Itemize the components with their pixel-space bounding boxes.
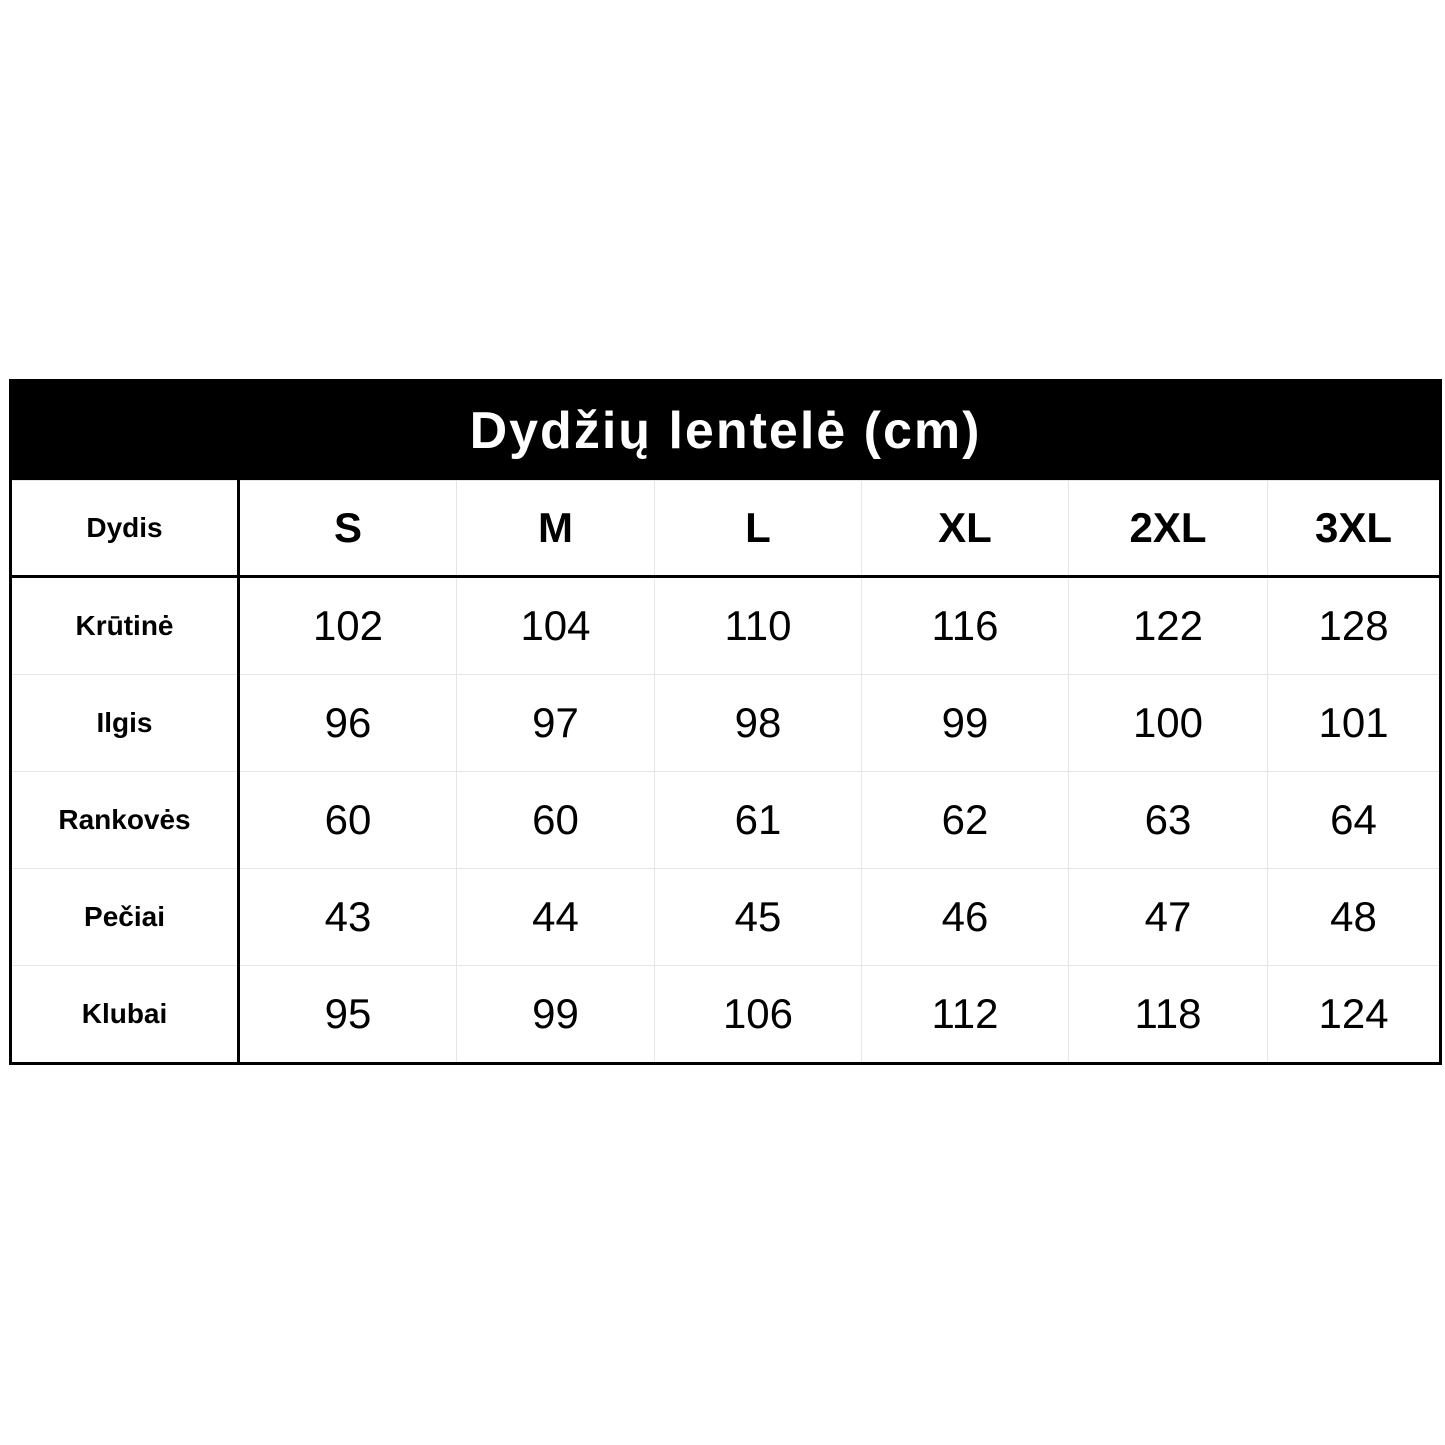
table-cell: 110 — [655, 577, 862, 675]
table-cell: 95 — [239, 966, 457, 1064]
table-cell: 101 — [1268, 675, 1441, 772]
size-header-xl: XL — [862, 481, 1069, 577]
table-cell: 104 — [457, 577, 655, 675]
table-cell: 47 — [1069, 869, 1268, 966]
row-label-sleeves: Rankovės — [11, 772, 239, 869]
size-header-row — [11, 481, 1441, 577]
table-row — [11, 577, 1441, 675]
table-cell: 97 — [457, 675, 655, 772]
table-cell: 116 — [862, 577, 1069, 675]
table-cell: 60 — [457, 772, 655, 869]
table-cell: 124 — [1268, 966, 1441, 1064]
table-cell: 118 — [1069, 966, 1268, 1064]
table-row — [11, 966, 1441, 1064]
table-cell: 60 — [239, 772, 457, 869]
size-header-2xl: 2XL — [1069, 481, 1268, 577]
row-label-chest: Krūtinė — [11, 577, 239, 675]
table-row — [11, 675, 1441, 772]
table-cell: 43 — [239, 869, 457, 966]
size-column-label: Dydis — [11, 481, 239, 577]
table-cell: 99 — [457, 966, 655, 1064]
size-header-3xl: 3XL — [1268, 481, 1441, 577]
table-cell: 106 — [655, 966, 862, 1064]
table-row — [11, 772, 1441, 869]
table-cell: 96 — [239, 675, 457, 772]
row-label-hips: Klubai — [11, 966, 239, 1064]
table-cell: 102 — [239, 577, 457, 675]
table-cell: 46 — [862, 869, 1069, 966]
row-label-length: Ilgis — [11, 675, 239, 772]
table-cell: 44 — [457, 869, 655, 966]
table-cell: 122 — [1069, 577, 1268, 675]
table-cell: 61 — [655, 772, 862, 869]
row-label-shoulders: Pečiai — [11, 869, 239, 966]
table-row — [11, 869, 1441, 966]
table-cell: 63 — [1069, 772, 1268, 869]
chart-title: Dydžių lentelė (cm) — [11, 381, 1441, 481]
table-cell: 64 — [1268, 772, 1441, 869]
table-cell: 99 — [862, 675, 1069, 772]
title-row — [11, 381, 1441, 481]
table-cell: 45 — [655, 869, 862, 966]
size-header-m: M — [457, 481, 655, 577]
table-cell: 112 — [862, 966, 1069, 1064]
table-cell: 48 — [1268, 869, 1441, 966]
size-header-s: S — [239, 481, 457, 577]
size-header-l: L — [655, 481, 862, 577]
table-cell: 128 — [1268, 577, 1441, 675]
size-chart-table — [9, 379, 1442, 1065]
table-cell: 62 — [862, 772, 1069, 869]
table-cell: 98 — [655, 675, 862, 772]
table-cell: 100 — [1069, 675, 1268, 772]
